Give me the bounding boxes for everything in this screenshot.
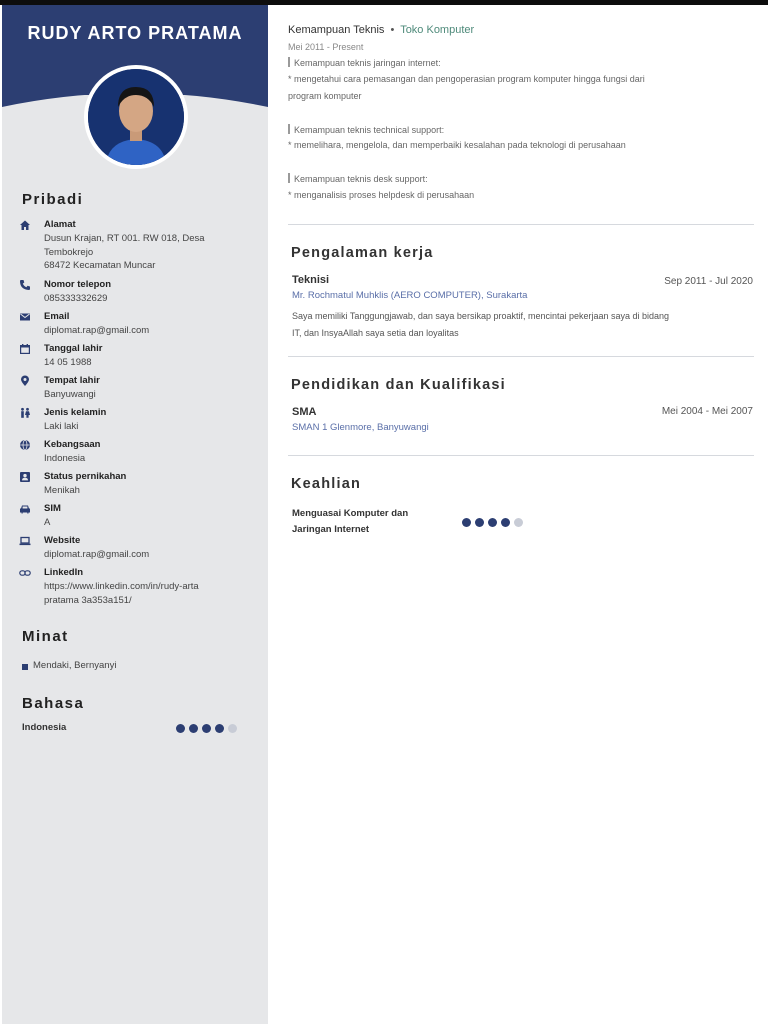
experience-dates: Sep 2011 - Jul 2020	[664, 276, 753, 287]
rating-dot-empty	[514, 518, 523, 527]
car-icon	[18, 503, 32, 517]
laptop-icon	[18, 535, 32, 549]
language-name: Indonesia	[22, 722, 67, 733]
rating-dot-filled	[475, 518, 484, 527]
job-block-heading: Kemampuan teknis jaringan internet:	[288, 57, 441, 68]
divider	[288, 356, 754, 357]
rating-dot-filled	[215, 724, 224, 733]
profile-photo	[84, 65, 188, 169]
skill-name: Menguasai Komputer dan	[292, 508, 409, 519]
divider	[288, 455, 754, 456]
square-bullet-icon	[22, 664, 28, 670]
rating-dot-filled	[202, 724, 211, 733]
experience-description: IT, dan InsyaAllah saya setia dan loyalitas	[292, 328, 459, 338]
candidate-name: RUDY ARTO PRATAMA	[27, 23, 243, 43]
skill-rating	[462, 518, 523, 527]
job-block-text: * menganalisis proses helpdesk di perusahaan	[288, 190, 475, 200]
job-company: Toko Komputer	[400, 24, 475, 36]
minat-item: Mendaki, Bernyanyi	[33, 660, 117, 671]
main-content	[288, 0, 754, 1024]
rating-dot-filled	[488, 518, 497, 527]
job-block-text: * memelihara, mengelola, dan memperbaiki kesalahan pada teknologi di perusahaan	[288, 140, 626, 150]
experience-description: Saya memiliki Tanggungjawab, dan saya bersikap proaktif, mencintai pekerjaan saya di bidang	[292, 311, 670, 321]
rating-dot-filled	[189, 724, 198, 733]
job-block-heading: Kemampuan teknis desk support:	[288, 173, 428, 184]
title-separator: •	[390, 24, 395, 36]
home-icon	[18, 219, 32, 233]
phone-icon	[18, 279, 32, 293]
job-block-heading: Kemampuan teknis technical support:	[288, 124, 444, 135]
education-title: Pendidikan dan Kualifikasi	[291, 377, 506, 393]
job-entry-header	[288, 24, 474, 36]
calendar-icon	[18, 343, 32, 357]
education-dates: Mei 2004 - Mei 2007	[661, 406, 753, 417]
location-pin-icon	[18, 375, 32, 389]
person-badge-icon	[18, 471, 32, 485]
language-rating	[176, 724, 237, 733]
job-block-text: program komputer	[288, 91, 362, 101]
bahasa-title: Bahasa	[22, 695, 85, 712]
experience-title: Pengalaman kerja	[291, 245, 434, 261]
skill-name: Jaringan Internet	[292, 524, 370, 535]
job-dates: Mei 2011 - Present	[288, 42, 364, 52]
skills-title: Keahlian	[291, 476, 362, 492]
divider	[288, 224, 754, 225]
rating-dot-filled	[501, 518, 510, 527]
sidebar: RUDY ARTO PRATAMA Pribadi Alamat Dusun Krajan, RT 001. RW 018, Desa Tembokrejo 68472 Kecamatan Muncar Nomor telepon 085333332629 Email diplomat.rap@gmail.com Tanggal lahir 14 05 1988 Tempat lahir Banyuwangi Jenis kelamin Laki laki Kebangsaan Indonesia Status pernikahan Menikah SIM A Website diplomat.rap@gmail.com LinkedIn https://www.linkedin.com/in/rudy-arta pratama 3a353a151/ Minat Mendaki, Bernyanyi Bahasa Indonesia	[2, 5, 268, 1024]
rating-dot-filled	[462, 518, 471, 527]
job-title: Kemampuan Teknis	[288, 24, 385, 36]
education-school: SMAN 1 Glenmore, Banyuwangi	[292, 422, 429, 433]
pribadi-title: Pribadi	[22, 191, 84, 208]
education-degree: SMA	[292, 406, 317, 418]
minat-title: Minat	[22, 628, 69, 645]
rating-dot-empty	[228, 724, 237, 733]
experience-company: Mr. Rochmatul Muhklis (AERO COMPUTER), Surakarta	[292, 290, 528, 301]
link-icon	[18, 567, 32, 581]
globe-icon	[18, 439, 32, 453]
job-block-text: * mengetahui cara pemasangan dan pengoperasian program komputer hingga fungsi dari	[288, 74, 645, 84]
email-icon	[18, 311, 32, 325]
rating-dot-filled	[176, 724, 185, 733]
experience-role: Teknisi	[292, 274, 330, 286]
gender-icon	[18, 407, 32, 421]
